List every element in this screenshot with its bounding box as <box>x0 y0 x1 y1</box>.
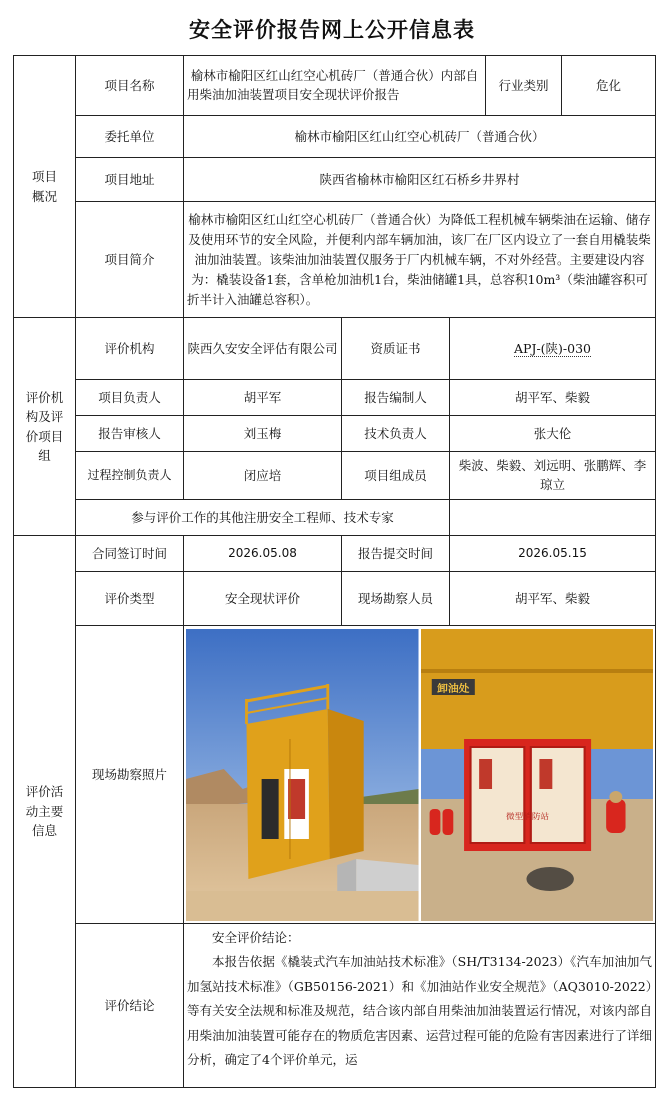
reviewer-label: 报告审核人 <box>76 416 184 452</box>
members-label: 项目组成员 <box>342 452 450 500</box>
writer-label: 报告编制人 <box>342 380 450 416</box>
site-photo-left-image <box>186 629 419 921</box>
project-name-value: 榆林市榆阳区红山红空心机砖厂（普通合伙）内部自用柴油加油装置项目安全现状评价报告 <box>184 56 486 116</box>
cert-value: APJ-(陕)-030 <box>514 340 592 356</box>
conclusion-label: 评价结论 <box>76 924 184 1088</box>
survey-label: 现场勘察人员 <box>342 572 450 626</box>
address-value: 陕西省榆林市榆阳区红石桥乡井界村 <box>184 158 656 202</box>
section-activity-label: 评价活 动主要 信息 <box>14 536 76 1088</box>
cert-label: 资质证书 <box>342 318 450 380</box>
intro-value: 榆林市榆阳区红山红空心机砖厂（普通合伙）为降低工程机械车辆柴油在运输、储存及使用环节的安全风险，并便利内部车辆加油，该厂在厂区内设立了一套自用橇装柴油加油装置。该柴油加油装置仅服务于厂内机械车辆，不对外经营。主要建设内容为：橇装设备1套，含单枪加油机1台，柴油储罐1具，总容积10m³（柴油罐容积可折半计入油罐总容积）。 <box>184 202 656 318</box>
contract-value: 2026.05.08 <box>184 536 342 572</box>
industry-label: 行业类别 <box>486 56 562 116</box>
type-value: 安全现状评价 <box>184 572 342 626</box>
experts-value <box>450 500 656 536</box>
unload-sign: 卸油处 <box>436 682 469 695</box>
client-label: 委托单位 <box>76 116 184 158</box>
tech-value: 张大伦 <box>450 416 656 452</box>
submit-label: 报告提交时间 <box>342 536 450 572</box>
process-value: 闭应培 <box>184 452 342 500</box>
type-label: 评价类型 <box>76 572 184 626</box>
leader-value: 胡平军 <box>184 380 342 416</box>
process-label: 过程控制负责人 <box>76 452 184 500</box>
client-value: 榆林市榆阳区红山红空心机砖厂（普通合伙） <box>184 116 656 158</box>
cert-cell <box>450 318 656 380</box>
page-title: 安全评价报告网上公开信息表 <box>189 18 475 42</box>
industry-value: 危化 <box>562 56 656 116</box>
submit-value: 2026.05.15 <box>450 536 656 572</box>
survey-value: 胡平军、柴毅 <box>450 572 656 626</box>
agency-value: 陕西久安安全评估有限公司 <box>184 318 342 380</box>
conclusion-lead: 安全评价结论： <box>212 930 300 945</box>
address-label: 项目地址 <box>76 158 184 202</box>
members-value: 柴波、柴毅、刘远明、张鹏辉、李琼立 <box>450 452 656 500</box>
experts-label: 参与评价工作的其他注册安全工程师、技术专家 <box>76 500 450 536</box>
project-name-label: 项目名称 <box>76 56 184 116</box>
intro-label: 项目简介 <box>76 202 184 318</box>
site-photo-left <box>186 629 419 921</box>
leader-label: 项目负责人 <box>76 380 184 416</box>
writer-value: 胡平军、柴毅 <box>450 380 656 416</box>
photos-cell <box>184 626 656 924</box>
contract-label: 合同签订时间 <box>76 536 184 572</box>
site-photo-right <box>421 629 654 921</box>
tech-label: 技术负责人 <box>342 416 450 452</box>
info-table <box>13 55 656 1088</box>
fire-cabinet-sign: 微型消防站 <box>505 810 549 821</box>
agency-label: 评价机构 <box>76 318 184 380</box>
section-overview-label: 项目 概况 <box>14 56 76 318</box>
reviewer-value: 刘玉梅 <box>184 416 342 452</box>
section-org-label: 评价机 构及评 价项目 组 <box>14 318 76 536</box>
conclusion-body: 本报告依据《橇装式汽车加油站技术标准》（SH/T3134-2023）《汽车加油加气加氢站技术标准》（GB50156-2021）和《加油站作业安全规范》（AQ3010-2022）等有关安全法规和标准及规范，结合该内部自用柴油加油装置运行情况，对该内部自用柴油加油装置可能存在的物质危害因素、运营过程可能的危险有害因素进行了详细分析，确定了4个评价单元，运 <box>187 954 653 1067</box>
photos-label: 现场勘察照片 <box>76 626 184 924</box>
site-photo-right-image <box>421 629 654 921</box>
conclusion-cell <box>184 924 656 1088</box>
